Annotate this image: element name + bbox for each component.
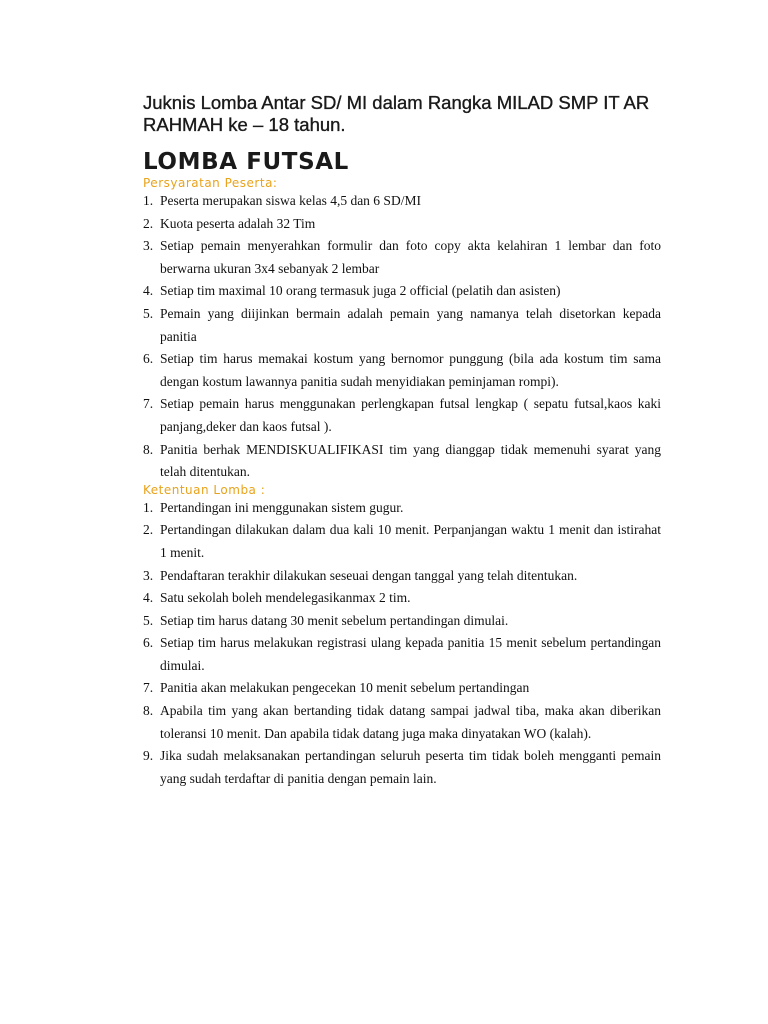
list-item-text: Setiap tim harus memakai kostum yang bernomor punggung (bila ada kostum tim sama dengan kostum lawannya panitia sudah menyidiakan peminjaman rompi). [160, 351, 661, 389]
list-item [143, 700, 661, 745]
list-item-number: 5. [143, 612, 154, 628]
list-item [143, 587, 661, 610]
list-item [143, 565, 661, 588]
list-item-text: Pemain yang diijinkan bermain adalah pemain yang namanya telah disetorkan kepada panitia [160, 305, 661, 344]
rules-list [143, 497, 661, 791]
list-item [143, 677, 661, 700]
list-item-text: Setiap pemain menyerahkan formulir dan foto copy akta kelahiran 1 lembar dan foto berwarna ukuran 3x4 sebanyak 2 lembar [160, 238, 661, 276]
list-item-number: 1. [143, 193, 154, 208]
list-item-number: 2. [143, 522, 154, 538]
list-item-number: 5. [143, 305, 154, 321]
list-item-text: Peserta merupakan siswa kelas 4,5 dan 6 SD/MI [160, 193, 421, 208]
list-item [143, 190, 661, 213]
list-item-number: 8. [143, 441, 154, 457]
list-item-text: Panitia berhak MENDISKUALIFIKASI tim yang dianggap tidak memenuhi syarat yang telah ditentukan. [160, 441, 661, 480]
list-item [143, 348, 661, 393]
list-item-text: Apabila tim yang akan bertanding tidak datang sampai jadwal tiba, maka akan diberikan toleransi 10 menit. Dan apabila tidak datang juga maka dinyatakan WO (kalah). [160, 703, 661, 741]
list-item-text: Pertandingan dilakukan dalam dua kali 10 menit. Perpanjangan waktu 1 menit dan istirahat 1 menit. [160, 522, 661, 560]
list-item-text: Setiap tim maximal 10 orang termasuk juga 2 official (pelatih dan asisten) [160, 283, 561, 299]
list-item-number: 3. [143, 567, 154, 583]
list-item-text: Satu sekolah boleh mendelegasikanmax 2 tim. [160, 590, 411, 606]
list-item-text: Setiap tim harus datang 30 menit sebelum pertandingan dimulai. [160, 612, 509, 628]
list-item-text: Panitia akan melakukan pengecekan 10 menit sebelum pertandingan [160, 680, 530, 696]
list-item-text: Setiap pemain harus menggunakan perlengkapan futsal lengkap ( sepatu futsal,kaos kaki panjang,deker dan kaos futsal ). [160, 396, 661, 434]
list-item-number: 8. [143, 703, 154, 719]
list-item-number: 9. [143, 748, 154, 764]
requirements-heading: Persyaratan Peserta: [143, 176, 278, 190]
list-item [143, 213, 661, 236]
list-item-number: 7. [143, 396, 154, 412]
list-item-number: 7. [143, 680, 154, 696]
list-item [143, 519, 661, 564]
list-item [143, 610, 661, 633]
list-item-number: 2. [143, 215, 154, 231]
list-item [143, 632, 661, 677]
list-item [143, 303, 661, 348]
list-item-number: 4. [143, 283, 154, 299]
list-item-number: 3. [143, 238, 154, 254]
list-item-number: 4. [143, 590, 154, 606]
list-item-text: Jika sudah melaksanakan pertandingan seluruh peserta tim tidak boleh mengganti pemain yang sudah terdaftar di panitia dengan pemain lain. [160, 748, 661, 786]
list-item [143, 280, 661, 303]
list-item-text: Kuota peserta adalah 32 Tim [160, 215, 316, 231]
list-item-text: Pertandingan ini menggunakan sistem gugur. [160, 499, 404, 515]
list-item-number: 1. [143, 499, 154, 515]
list-item-text: Pendaftaran terakhir dilakukan seseuai dengan tanggal yang telah ditentukan. [160, 567, 578, 583]
competition-heading: LOMBA FUTSAL [143, 149, 349, 175]
list-item [143, 745, 661, 790]
rules-heading: Ketentuan Lomba : [143, 482, 266, 497]
list-item-number: 6. [143, 635, 154, 651]
list-item-number: 6. [143, 351, 154, 367]
document-title: Juknis Lomba Antar SD/ MI dalam Rangka MILAD SMP IT AR RAHMAH ke – 18 tahun. [143, 92, 650, 135]
list-item [143, 439, 661, 484]
list-item-text: Setiap tim harus melakukan registrasi ulang kepada panitia 15 menit sebelum pertandingan dimulai. [160, 635, 661, 673]
list-item [143, 393, 661, 438]
list-item [143, 235, 661, 280]
list-item [143, 497, 661, 520]
requirements-list [143, 190, 661, 484]
document-page [143, 92, 661, 790]
